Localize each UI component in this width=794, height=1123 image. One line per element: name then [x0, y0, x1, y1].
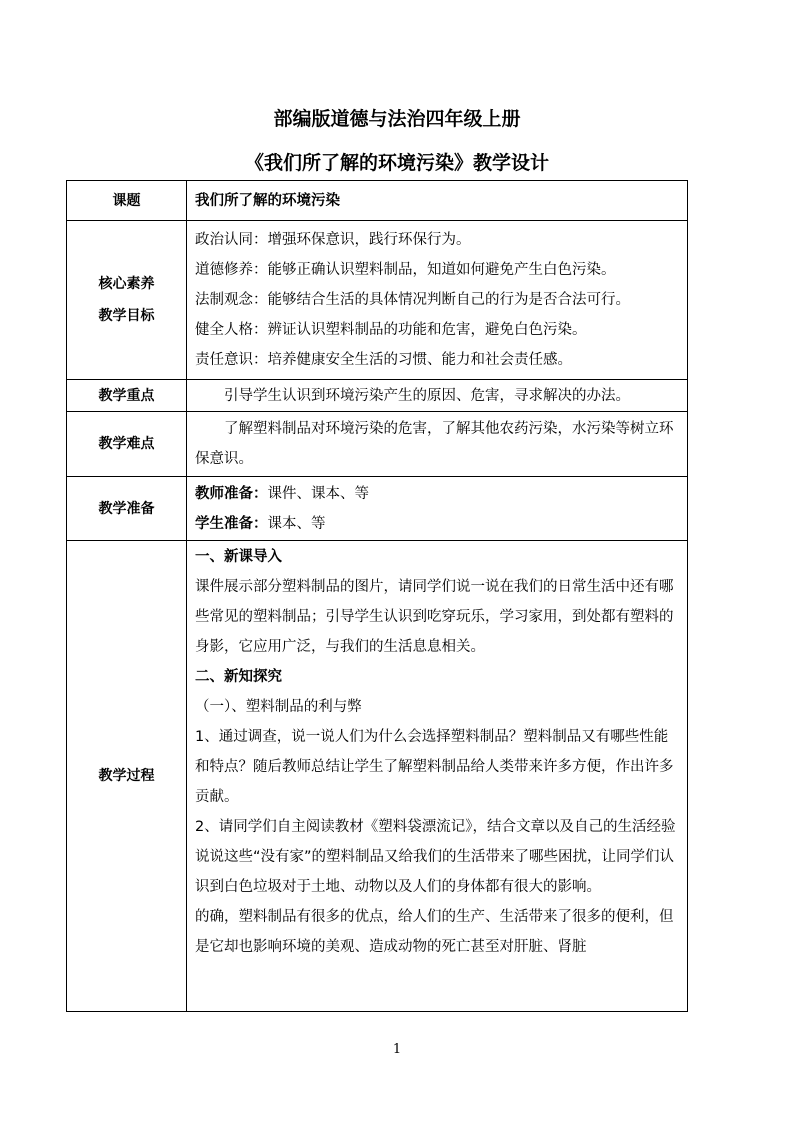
lesson-plan-table [66, 180, 688, 1012]
teacher-prep-text: 课件、课本、等 [267, 485, 369, 502]
document-subtitle: 《我们所了解的环境污染》教学设计 [244, 152, 549, 174]
row-preparation [67, 477, 688, 541]
goal-item: 道德修养：能够正确认识塑料制品，知道如何避免产生白色污染。 [195, 262, 616, 278]
section-heading: 一、新课导入 [195, 549, 282, 565]
document-title: 部编版道德与法治四年级上册 [273, 108, 521, 130]
row-difficulties [67, 412, 688, 477]
goal-item: 政治认同：增强环保意识，践行环保行为。 [195, 232, 471, 248]
topic-value: 我们所了解的环境污染 [187, 181, 688, 221]
row-goals [67, 221, 688, 380]
student-prep-text: 课本、等 [267, 515, 326, 532]
goals-label-line1: 核心素养 [98, 276, 155, 292]
goal-item: 健全人格：辨证认识塑料制品的功能和危害，避免白色污染。 [195, 322, 587, 338]
process-paragraph: 的确，塑料制品有很多的优点，给人们的生产、生活带来了很多的便利，但是它却也影响环境的美观、造成动物的死亡甚至对肝脏、肾脏 [195, 909, 674, 955]
goals-label-line2: 教学目标 [98, 308, 155, 324]
key-points-label: 教学重点 [67, 380, 187, 412]
process-content [187, 541, 688, 1012]
goals-content [187, 221, 688, 380]
process-label: 教学过程 [67, 541, 187, 1012]
preparation-content [187, 477, 688, 541]
goal-item: 法制观念：能够结合生活的具体情况判断自己的行为是否合法可行。 [195, 292, 630, 308]
subsection-heading: （一）、塑料制品的利与弊 [195, 699, 362, 715]
student-prep-label: 学生准备： [195, 515, 268, 532]
row-topic [67, 181, 688, 221]
process-paragraph: 1、通过调查，说一说人们为什么会选择塑料制品？塑料制品又有哪些性能和特点？随后教师总结让学生了解塑料制品给人类带来许多方便，作出许多贡献。 [195, 729, 674, 805]
topic-label: 课题 [67, 181, 187, 221]
section-heading: 二、新知探究 [195, 669, 282, 685]
goal-item: 责任意识：培养健康安全生活的习惯、能力和社会责任感。 [195, 352, 572, 368]
teacher-prep [195, 479, 679, 509]
goals-label [67, 221, 187, 380]
difficulties-text: 了解塑料制品对环境污染的危害，了解其他农药污染，水污染等树立环保意识。 [187, 412, 688, 477]
teacher-prep-label: 教师准备： [195, 485, 268, 502]
student-prep [195, 509, 679, 539]
row-process [67, 541, 688, 1012]
difficulties-label: 教学难点 [67, 412, 187, 477]
row-key-points [67, 380, 688, 412]
process-paragraph: 2、请同学们自主阅读教材《塑料袋漂流记》，结合文章以及自己的生活经验说说这些“没有家”的塑料制品又给我们的生活带来了哪些困扰，让同学们认识到白色垃圾对于土地、动物以及人们的身体都有很大的影响。 [195, 819, 676, 895]
preparation-label: 教学准备 [67, 477, 187, 541]
key-points-text: 引导学生认识到环境污染产生的原因、危害，寻求解决的办法。 [187, 380, 688, 412]
process-paragraph: 课件展示部分塑料制品的图片，请同学们说一说在我们的日常生活中还有哪些常见的塑料制品；引导学生认识到吃穿玩乐，学习家用，到处都有塑料的身影，它应用广泛，与我们的生活息息相关。 [195, 579, 674, 655]
page-number: 1 [392, 1042, 402, 1057]
